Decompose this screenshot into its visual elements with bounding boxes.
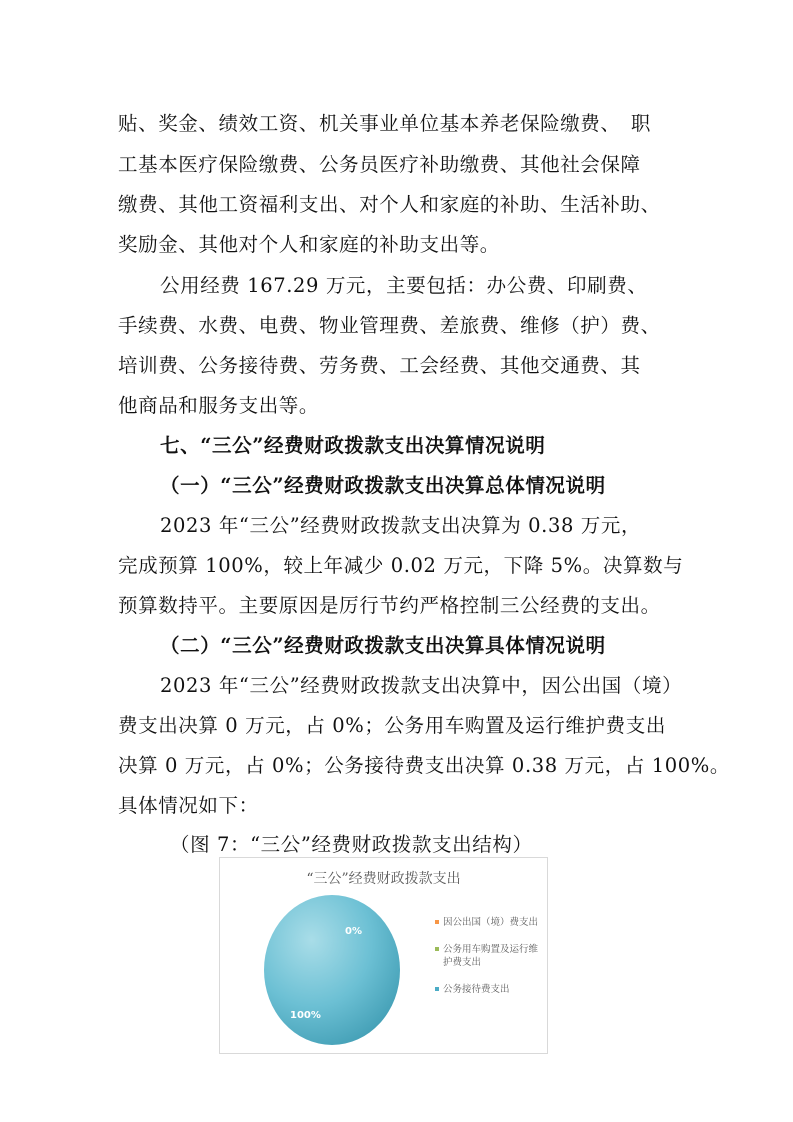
text-line: 公用经费 167.29 万元，主要包括：办公费、印刷费、 <box>160 274 648 297</box>
subsection-heading: （一）“三公”经费财政拨款支出决算总体情况说明 <box>160 474 606 497</box>
legend-label: 公务接待费支出 <box>443 984 510 995</box>
text-line: 费支出决算 0 万元，占 0%；公务用车购置及运行维护费支出 <box>118 714 666 737</box>
text-line: 缴费、其他工资福利支出、对个人和家庭的补助、生活补助、 <box>118 193 661 216</box>
text-line: 工基本医疗保险缴费、公务员医疗补助缴费、其他社会保障 <box>118 153 641 176</box>
pie-chart <box>219 857 548 1054</box>
text-line: 培训费、公务接待费、劳务费、工会经费、其他交通费、其 <box>118 354 641 377</box>
text-line: 决算 0 万元，占 0%；公务接待费支出决算 0.38 万元，占 100%。 <box>118 754 730 777</box>
figure-caption: （图 7：“三公”经费财政拨款支出结构） <box>170 833 533 856</box>
text-line: 完成预算 100%，较上年减少 0.02 万元，下降 5%。决算数与 <box>118 554 684 577</box>
text-line: 具体情况如下： <box>118 794 259 817</box>
text-line: 他商品和服务支出等。 <box>118 394 320 417</box>
legend-item-vehicle <box>435 943 545 969</box>
legend-item-abroad <box>435 916 545 929</box>
chart-title: “三公”经费财政拨款支出 <box>306 871 461 887</box>
text-line: 2023 年“三公”经费财政拨款支出决算中，因公出国（境） <box>160 674 683 697</box>
data-label-100pct: 100% <box>290 1010 321 1021</box>
chart-legend <box>435 916 545 1010</box>
legend-item-reception <box>435 983 545 996</box>
text-line: 贴、奖金、绩效工资、机关事业单位基本养老保险缴费、 职 <box>118 112 651 135</box>
text-line: 预算数持平。主要原因是厉行节约严格控制三公经费的支出。 <box>118 594 661 617</box>
legend-swatch <box>435 987 439 991</box>
pie-slice-2 <box>264 895 400 1045</box>
legend-swatch <box>435 947 439 951</box>
data-label-0pct: 0% <box>345 926 362 937</box>
legend-label: 因公出国（境）费支出 <box>443 917 539 928</box>
subsection-heading: （二）“三公”经费财政拨款支出决算具体情况说明 <box>160 634 606 657</box>
text-line: 手续费、水费、电费、物业管理费、差旅费、维修（护）费、 <box>118 314 661 337</box>
text-line: 2023 年“三公”经费财政拨款支出决算为 0.38 万元， <box>160 514 642 537</box>
legend-swatch <box>435 920 439 924</box>
text-line: 奖励金、其他对个人和家庭的补助支出等。 <box>118 233 500 256</box>
section-heading: 七、“三公”经费财政拨款支出决算情况说明 <box>160 434 546 457</box>
legend-label: 公务用车购置及运行维护费支出 <box>443 944 539 968</box>
